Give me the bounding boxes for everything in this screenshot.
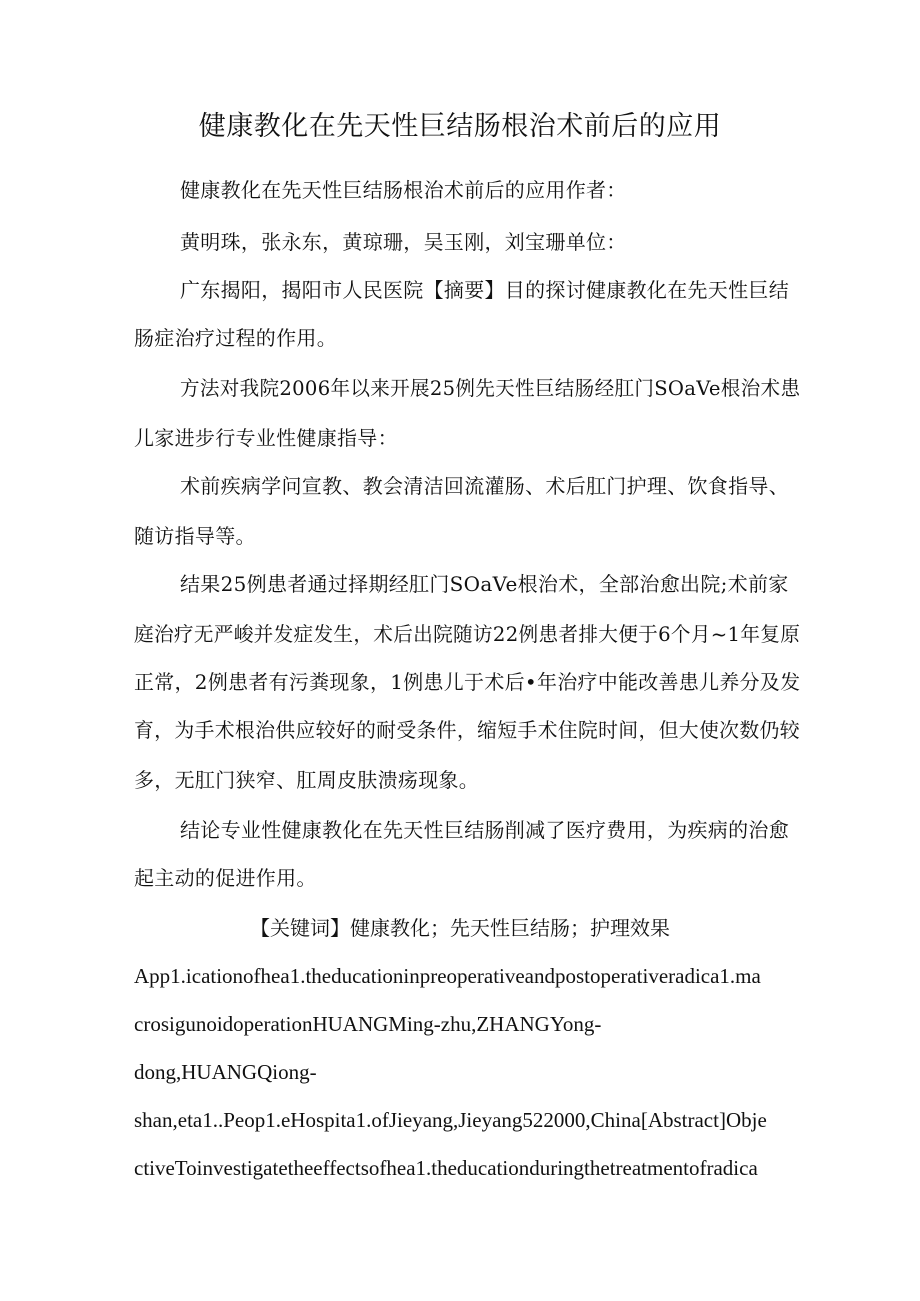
paragraph-line: 术前疾病学问宣教、教会清洁回流灌肠、术后肛门护理、饮食指导、 bbox=[180, 474, 789, 498]
paragraph-line: 肠症治疗过程的作用。 bbox=[134, 326, 337, 350]
paragraph-line: 多，无肛门狭窄、肛周皮肤溃疡现象。 bbox=[134, 768, 480, 792]
paragraph-line: 儿家进步行专业性健康指导： bbox=[134, 426, 398, 450]
paragraph-line: 庭治疗无严峻并发症发生，术后出院随访22例患者排大便于6个月~1年复原 bbox=[134, 622, 801, 646]
paragraph-line: 育，为手术根治供应较好的耐受条件，缩短手术住院时间，但大使次数仍较 bbox=[134, 718, 800, 742]
paragraph-line: 健康教化在先天性巨结肠根治术前后的应用作者： bbox=[180, 178, 627, 202]
document-title: 健康教化在先天性巨结肠根治术前后的应用 bbox=[198, 111, 722, 142]
paragraph-line: 结果25例患者通过择期经肛门SOaVe根治术，全部治愈出院;术前家 bbox=[180, 572, 789, 596]
paragraph-line: 随访指导等。 bbox=[134, 524, 256, 548]
paragraph-line: 黄明珠，张永东，黄琼珊，吴玉刚，刘宝珊单位： bbox=[180, 230, 627, 254]
english-line: shan,eta1..Peop1.eHospita1.ofJieyang,Jieyang522000,China[Abstract]Obje bbox=[134, 1108, 767, 1132]
paragraph-line: 正常，2例患者有污粪现象，1例患儿于术后•年治疗中能改善患儿养分及发 bbox=[134, 670, 801, 694]
paragraph-line: 方法对我院2006年以来开展25例先天性巨结肠经肛门SOaVe根治术患 bbox=[180, 376, 801, 400]
paragraph-line: 广东揭阳，揭阳市人民医院【摘要】目的探讨健康教化在先天性巨结 bbox=[180, 278, 789, 302]
english-line: App1.icationofhea1.theducationinpreoperativeandpostoperativeradica1.ma bbox=[134, 964, 761, 988]
paragraph-line: 结论专业性健康教化在先天性巨结肠削减了医疗费用，为疾病的治愈 bbox=[180, 818, 789, 842]
keywords-line: 【关键词】健康教化；先天性巨结肠；护理效果 bbox=[250, 916, 670, 940]
english-line: ctiveToinvestigatetheeffectsofhea1.theducationduringthetreatmentofradica bbox=[134, 1156, 758, 1180]
paragraph-line: 起主动的促进作用。 bbox=[134, 866, 317, 890]
english-line: dong,HUANGQiong- bbox=[134, 1060, 317, 1084]
english-line: crosigunoidoperationHUANGMing-zhu,ZHANGYong- bbox=[134, 1012, 602, 1036]
